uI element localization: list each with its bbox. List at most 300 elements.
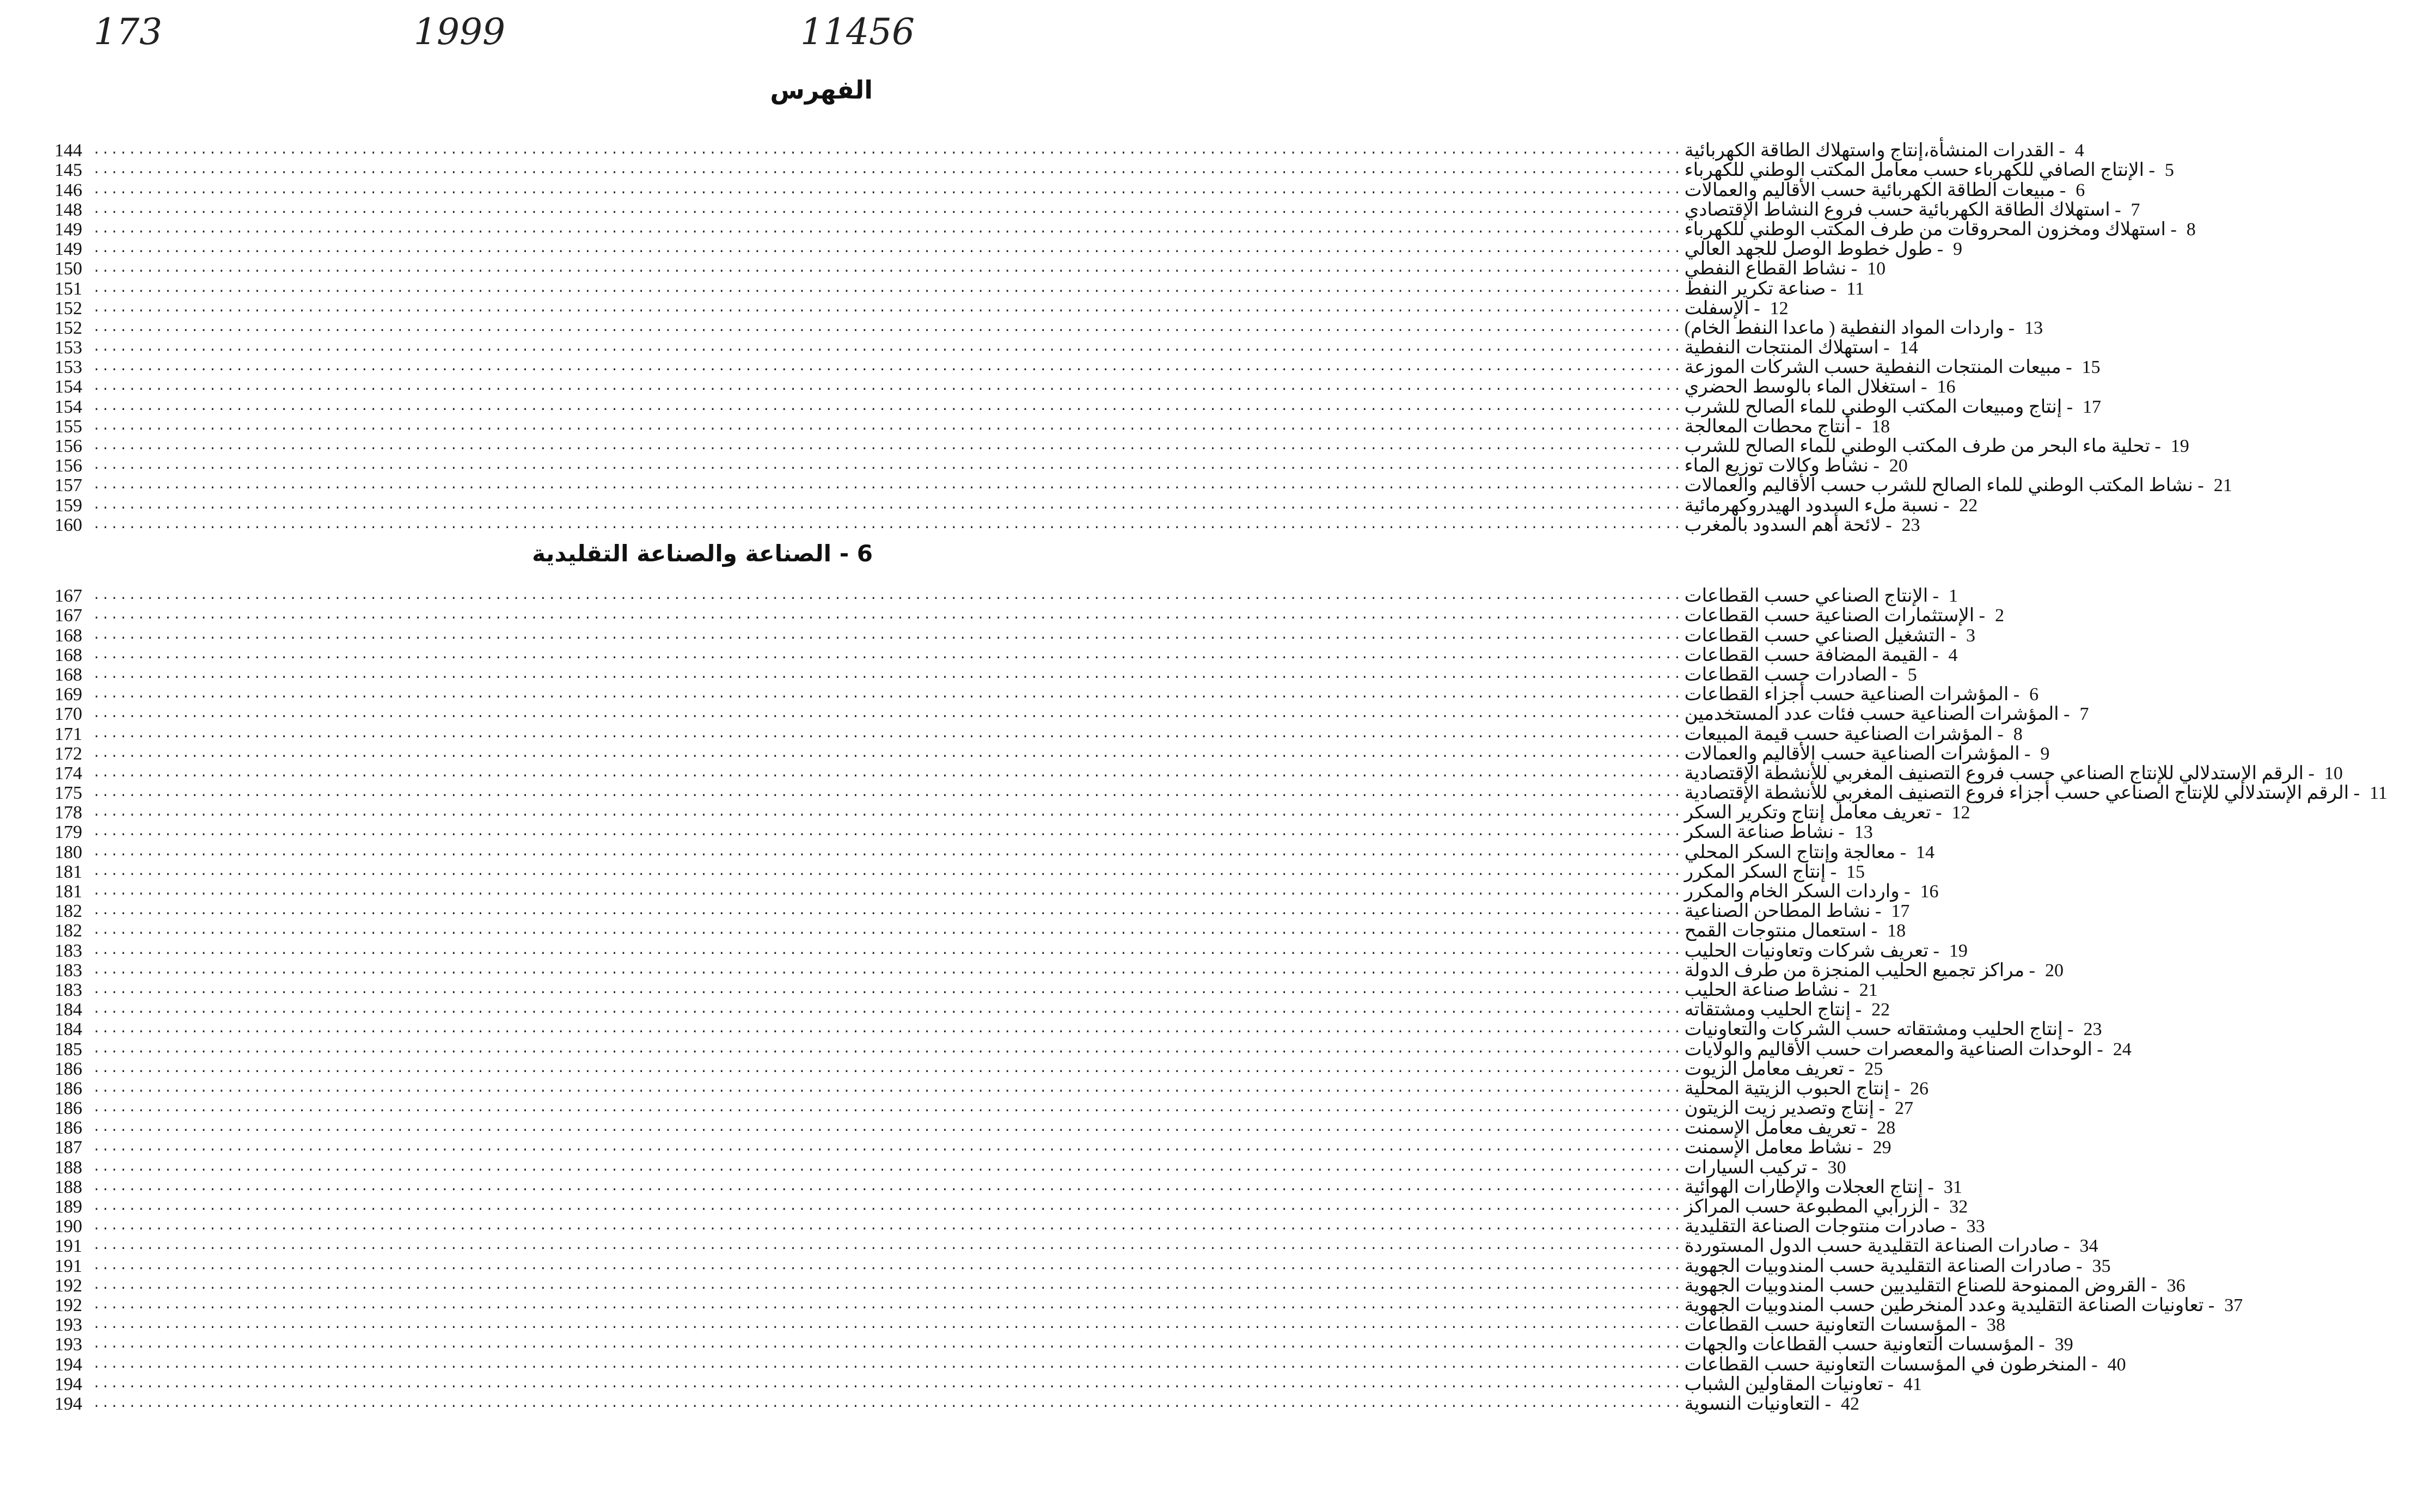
toc-entry-title: - إنتاج الحليب ومشتقاته حسب الشركات والتعاونيات bbox=[1684, 1019, 2074, 1040]
toc-entry-title: - صادرات الصناعة التقليدية حسب الدول المستوردة bbox=[1684, 1236, 2070, 1257]
toc-entry-number: 40 bbox=[2107, 1354, 2126, 1375]
toc-entry-title: - أنتاج محطات المعالجة bbox=[1684, 416, 1862, 437]
toc-entry-leader: .................................................................................................................................................................................. bbox=[93, 1061, 1682, 1076]
toc-entry-title: - تعريف معامل إنتاج وتكرير السكر bbox=[1684, 803, 1942, 823]
toc-entry bbox=[54, 199, 2140, 220]
toc-entry-number: 17 bbox=[2083, 396, 2102, 417]
toc-entry-page: 183 bbox=[54, 960, 82, 981]
toc-entry-number: 28 bbox=[1877, 1118, 1896, 1138]
toc-entry-title: - نشاط المكتب الوطني للماء الصالح للشرب حسب الأقاليم والعمالات bbox=[1684, 475, 2204, 496]
toc-entry-number: 9 bbox=[2040, 743, 2050, 764]
toc-entry-page: 172 bbox=[54, 743, 82, 764]
toc-entry bbox=[54, 586, 1958, 607]
toc-entry-number: 21 bbox=[1859, 980, 1878, 1000]
toc-entry-page: 154 bbox=[54, 396, 82, 417]
toc-entry-leader: .................................................................................................................................................................................. bbox=[93, 379, 1682, 395]
toc-entry-leader: .................................................................................................................................................................................. bbox=[93, 844, 1682, 860]
toc-entry-page: 194 bbox=[54, 1374, 82, 1394]
toc-entry-page: 188 bbox=[54, 1157, 82, 1178]
toc-entry-title: - الإستثمارات الصناعية حسب القطاعات bbox=[1684, 605, 1986, 626]
toc-entry bbox=[54, 980, 1878, 1000]
toc-entry bbox=[54, 1177, 1962, 1197]
page-title: الفهرس bbox=[770, 75, 873, 105]
toc-entry-number: 15 bbox=[2082, 357, 2101, 378]
toc-entry-title: - مراكز تجميع الحليب المنجزة من طرف الدولة bbox=[1684, 960, 2035, 981]
toc-entry-page: 153 bbox=[54, 357, 82, 378]
toc-entry bbox=[54, 515, 1920, 535]
toc-entry-title: - التشغيل الصناعي حسب القطاعات bbox=[1684, 625, 1956, 646]
toc-entry-page: 149 bbox=[54, 239, 82, 260]
toc-entry bbox=[54, 783, 2387, 804]
toc-entry-page: 157 bbox=[54, 475, 82, 496]
toc-entry bbox=[54, 803, 1970, 823]
toc-entry-number: 27 bbox=[1894, 1098, 1913, 1119]
toc-entry-number: 10 bbox=[2324, 763, 2343, 783]
toc-entry-page: 184 bbox=[54, 1019, 82, 1040]
toc-entry-number: 5 bbox=[2164, 160, 2174, 181]
toc-entry-number: 15 bbox=[1846, 861, 1865, 882]
toc-entry-leader: .................................................................................................................................................................................. bbox=[93, 1002, 1682, 1018]
toc-entry-page: 187 bbox=[54, 1137, 82, 1158]
toc-entry-leader: .................................................................................................................................................................................. bbox=[93, 1160, 1682, 1175]
toc-entry-leader: .................................................................................................................................................................................. bbox=[93, 1121, 1682, 1136]
toc-entry-page: 183 bbox=[54, 940, 82, 961]
toc-entry-leader: .................................................................................................................................................................................. bbox=[93, 647, 1682, 663]
toc-entry-number: 14 bbox=[1899, 338, 1918, 358]
toc-entry-leader: .................................................................................................................................................................................. bbox=[93, 399, 1682, 414]
toc-entry-number: 7 bbox=[2131, 199, 2140, 220]
toc-entry-page: 179 bbox=[54, 822, 82, 843]
toc-entry-number: 6 bbox=[2029, 684, 2039, 705]
toc-entry-page: 167 bbox=[54, 605, 82, 626]
toc-entry bbox=[54, 357, 2101, 378]
toc-entry-title: - تعاونيات المقاولين الشباب bbox=[1684, 1374, 1894, 1394]
toc-entry-leader: .................................................................................................................................................................................. bbox=[93, 923, 1682, 939]
toc-entry-number: 3 bbox=[1966, 625, 1975, 646]
toc-entry-leader: .................................................................................................................................................................................. bbox=[93, 1022, 1682, 1037]
toc-entry-title: - المنخرطون في المؤسسات التعاونية حسب القطاعات bbox=[1684, 1354, 2098, 1375]
toc-entry-leader: .................................................................................................................................................................................. bbox=[93, 707, 1682, 722]
toc-entry-title: - نشاط معامل الإسمنت bbox=[1684, 1137, 1863, 1158]
toc-entry-page: 182 bbox=[54, 901, 82, 922]
toc-entry bbox=[54, 842, 1935, 862]
handwritten-reference: 11456 bbox=[800, 11, 915, 53]
toc-entry bbox=[54, 1216, 1985, 1237]
toc-entry-number: 35 bbox=[2092, 1256, 2111, 1276]
toc-entry-page: 154 bbox=[54, 377, 82, 397]
toc-entry bbox=[54, 1098, 1913, 1119]
toc-entry-leader: .................................................................................................................................................................................. bbox=[93, 163, 1682, 178]
toc-entry-title: - تعاونيات الصناعة التقليدية وعدد المنخرطين حسب المندوبيات الجهوية bbox=[1684, 1295, 2215, 1315]
toc-entry bbox=[54, 377, 1956, 397]
toc-entry bbox=[54, 436, 2189, 456]
toc-entry-number: 6 bbox=[2076, 180, 2085, 200]
toc-entry-title: - المؤسسات التعاونية حسب القطاعات والجهات bbox=[1684, 1335, 2045, 1355]
toc-entry-title: - تعريف معامل الزيوت bbox=[1684, 1058, 1855, 1079]
toc-entry-number: 10 bbox=[1867, 259, 1886, 279]
toc-entry-leader: .................................................................................................................................................................................. bbox=[93, 340, 1682, 356]
toc-entry-leader: .................................................................................................................................................................................. bbox=[93, 143, 1682, 158]
toc-entry-title: - نشاط المطاحن الصناعية bbox=[1684, 901, 1882, 922]
toc-entry-title: - تعريف معامل الإسمنت bbox=[1684, 1118, 1868, 1138]
toc-entry-page: 181 bbox=[54, 882, 82, 902]
toc-entry-number: 18 bbox=[1871, 416, 1890, 437]
toc-entry bbox=[54, 1078, 1929, 1099]
toc-entry-number: 38 bbox=[1987, 1315, 2006, 1336]
toc-entry-page: 152 bbox=[54, 298, 82, 319]
toc-entry bbox=[54, 456, 1908, 476]
toc-entry-title: - استهلاك ومخزون المحروقات من طرف المكتب الوطني للكهرباء bbox=[1684, 219, 2177, 240]
toc-entry bbox=[54, 1137, 1891, 1158]
toc-entry-title: - واردات السكر الخام والمكرر bbox=[1684, 882, 1911, 902]
toc-entry bbox=[54, 743, 2050, 764]
toc-entry-number: 14 bbox=[1916, 842, 1935, 862]
toc-entry-title: - استعمال منتوجات القمح bbox=[1684, 921, 1878, 941]
toc-entry-title: - الوحدات الصناعية والمعصرات حسب الأقاليم والولايات bbox=[1684, 1039, 2103, 1060]
toc-entry-page: 174 bbox=[54, 763, 82, 783]
handwritten-year: 1999 bbox=[414, 11, 505, 53]
toc-entry-page: 194 bbox=[54, 1393, 82, 1414]
toc-entry bbox=[54, 921, 1906, 941]
toc-entry-leader: .................................................................................................................................................................................. bbox=[93, 1199, 1682, 1214]
toc-entry-number: 36 bbox=[2166, 1275, 2186, 1296]
toc-entry-leader: .................................................................................................................................................................................. bbox=[93, 458, 1682, 474]
toc-entry bbox=[54, 684, 2039, 705]
toc-entry-leader: .................................................................................................................................................................................. bbox=[93, 1179, 1682, 1195]
toc-entry-number: 41 bbox=[1903, 1374, 1922, 1394]
toc-entry-title: - المؤشرات الصناعية حسب أجزاء القطاعات bbox=[1684, 684, 2020, 705]
toc-entry bbox=[54, 1000, 1890, 1020]
toc-entry bbox=[54, 495, 1978, 516]
toc-entry-leader: .................................................................................................................................................................................. bbox=[93, 1219, 1682, 1234]
toc-entry bbox=[54, 901, 1910, 922]
toc-entry-number: 42 bbox=[1840, 1393, 1859, 1414]
toc-entry bbox=[54, 724, 2023, 744]
toc-entry-leader: .................................................................................................................................................................................. bbox=[93, 1140, 1682, 1155]
toc-entry bbox=[54, 1256, 2111, 1276]
toc-entry-page: 152 bbox=[54, 317, 82, 338]
toc-entry-number: 2 bbox=[1995, 605, 2005, 626]
toc-entry-title: - إنتاج وتصدير زيت الزيتون bbox=[1684, 1098, 1885, 1119]
toc-entry-page: 186 bbox=[54, 1078, 82, 1099]
toc-entry-number: 12 bbox=[1951, 803, 1970, 823]
toc-entry-page: 191 bbox=[54, 1256, 82, 1276]
toc-entry-title: - القروض الممنوحة للصناع التقليديين حسب المندوبيات الجهوية bbox=[1684, 1275, 2157, 1296]
toc-entry-leader: .................................................................................................................................................................................. bbox=[93, 1396, 1682, 1411]
toc-entry-page: 168 bbox=[54, 664, 82, 685]
toc-entry-title: - المؤشرات الصناعية حسب فئات عدد المستخدمين bbox=[1684, 704, 2070, 725]
toc-entry-number: 13 bbox=[1854, 822, 1873, 843]
toc-entry-title: - التعاونيات النسوية bbox=[1684, 1393, 1831, 1414]
toc-entry-page: 156 bbox=[54, 436, 82, 456]
toc-entry bbox=[54, 763, 2343, 783]
toc-entry-page: 192 bbox=[54, 1275, 82, 1296]
toc-entry-title: - الزرابي المطبوعة حسب المراكز bbox=[1684, 1197, 1940, 1217]
toc-entry-title: - تعريف شركات وتعاونيات الحليب bbox=[1684, 940, 1939, 961]
toc-entry-leader: .................................................................................................................................................................................. bbox=[93, 1376, 1682, 1392]
toc-entry-leader: .................................................................................................................................................................................. bbox=[93, 982, 1682, 997]
toc-entry-page: 170 bbox=[54, 704, 82, 725]
toc-entry-number: 29 bbox=[1872, 1137, 1891, 1158]
toc-entry-page: 184 bbox=[54, 1000, 82, 1020]
toc-entry-leader: .................................................................................................................................................................................. bbox=[93, 301, 1682, 316]
toc-entry-page: 193 bbox=[54, 1335, 82, 1355]
toc-entry-number: 20 bbox=[1889, 456, 1908, 476]
toc-entry bbox=[54, 605, 2005, 626]
toc-entry-page: 186 bbox=[54, 1098, 82, 1119]
toc-entry-page: 192 bbox=[54, 1295, 82, 1315]
toc-entry-page: 149 bbox=[54, 219, 82, 240]
toc-entry bbox=[54, 960, 2064, 981]
toc-entry-leader: .................................................................................................................................................................................. bbox=[93, 864, 1682, 879]
toc-entry-number: 22 bbox=[1959, 495, 1978, 516]
toc-entry-title: - إنتاج الحبوب الزيتية المحلية bbox=[1684, 1078, 1900, 1099]
toc-entry-leader: .................................................................................................................................................................................. bbox=[93, 242, 1682, 257]
toc-entry-page: 186 bbox=[54, 1118, 82, 1138]
toc-entry bbox=[54, 416, 1890, 437]
toc-entry bbox=[54, 664, 1917, 685]
toc-entry bbox=[54, 1118, 1896, 1138]
toc-entry bbox=[54, 1315, 2006, 1336]
toc-entry-page: 151 bbox=[54, 278, 82, 299]
toc-entry-leader: .................................................................................................................................................................................. bbox=[93, 1337, 1682, 1352]
toc-entry bbox=[54, 1019, 2102, 1040]
toc-entry-page: 168 bbox=[54, 645, 82, 665]
toc-entry-page: 145 bbox=[54, 160, 82, 181]
toc-entry bbox=[54, 475, 2232, 496]
toc-entry bbox=[54, 645, 1958, 665]
section-title: 6 - الصناعة والصناعة التقليدية bbox=[532, 540, 873, 567]
toc-entry-leader: .................................................................................................................................................................................. bbox=[93, 1258, 1682, 1274]
toc-entry-page: 168 bbox=[54, 625, 82, 646]
toc-entry-page: 182 bbox=[54, 921, 82, 941]
toc-entry-page: 167 bbox=[54, 586, 82, 607]
toc-entry-title: - الإنتاج الصناعي حسب القطاعات bbox=[1684, 586, 1939, 607]
toc-entry-leader: .................................................................................................................................................................................. bbox=[93, 746, 1682, 761]
toc-entry-title: - لائحة أهم السدود بالمغرب bbox=[1684, 515, 1892, 535]
toc-entry-page: 155 bbox=[54, 416, 82, 437]
toc-entry-number: 34 bbox=[2079, 1236, 2098, 1257]
toc-entry-page: 181 bbox=[54, 861, 82, 882]
toc-entry bbox=[54, 317, 2043, 338]
toc-entry-title: - نشاط صناعة الحليب bbox=[1684, 980, 1850, 1000]
toc-entry bbox=[54, 1058, 1883, 1079]
toc-entry-title: - استهلاك الطاقة الكهربائية حسب فروع النشاط الإقتصادي bbox=[1684, 199, 2121, 220]
toc-entry-number: 32 bbox=[1949, 1197, 1968, 1217]
toc-entry-number: 11 bbox=[1846, 278, 1864, 299]
toc-entry bbox=[54, 1236, 2098, 1257]
toc-entry-number: 39 bbox=[2054, 1335, 2073, 1355]
toc-entry-page: 194 bbox=[54, 1354, 82, 1375]
toc-entry-number: 7 bbox=[2079, 704, 2089, 725]
toc-entry-leader: .................................................................................................................................................................................. bbox=[93, 261, 1682, 277]
toc-entry-page: 153 bbox=[54, 338, 82, 358]
toc-entry-title: - صناعة تكرير النفط bbox=[1684, 278, 1837, 299]
toc-entry bbox=[54, 625, 1975, 646]
toc-entry bbox=[54, 704, 2089, 725]
toc-entry-leader: .................................................................................................................................................................................. bbox=[93, 1081, 1682, 1096]
toc-entry-title: - إنتاج ومبيعات المكتب الوطني للماء الصالح للشرب bbox=[1684, 396, 2073, 417]
toc-entry-leader: .................................................................................................................................................................................. bbox=[93, 825, 1682, 840]
toc-list-energy bbox=[54, 140, 2232, 535]
toc-entry-leader: .................................................................................................................................................................................. bbox=[93, 786, 1682, 801]
toc-entry-title: - إنتاج الحليب ومشتقاته bbox=[1684, 1000, 1862, 1020]
toc-entry-title: - الرقم الإستدلالي للإنتاج الصناعي حسب أجزاء فروع التصنيف المغربي للأنشطة الإقتصادية bbox=[1684, 783, 2360, 804]
toc-entry-number: 4 bbox=[2074, 140, 2084, 161]
toc-entry-title: - صادرات الصناعة التقليدية حسب المندوبيات الجهوية bbox=[1684, 1256, 2083, 1276]
toc-entry-number: 1 bbox=[1949, 586, 1958, 607]
toc-entry-number: 23 bbox=[1901, 515, 1920, 535]
toc-entry-page: 183 bbox=[54, 980, 82, 1000]
toc-entry-number: 25 bbox=[1864, 1058, 1883, 1079]
toc-entry-title: - المؤشرات الصناعية حسب الأقاليم والعمالات bbox=[1684, 743, 2031, 764]
toc-entry bbox=[54, 1335, 2073, 1355]
toc-entry-leader: .................................................................................................................................................................................. bbox=[93, 1297, 1682, 1313]
handwritten-page-number: 173 bbox=[94, 11, 162, 53]
toc-entry-number: 19 bbox=[2170, 436, 2189, 456]
toc-entry-leader: .................................................................................................................................................................................. bbox=[93, 419, 1682, 434]
toc-entry bbox=[54, 259, 1886, 279]
toc-entry bbox=[54, 298, 1789, 319]
toc-entry-leader: .................................................................................................................................................................................. bbox=[93, 1101, 1682, 1116]
toc-entry bbox=[54, 1039, 2132, 1060]
toc-entry-number: 11 bbox=[2370, 783, 2387, 804]
toc-entry-title: - المؤسسات التعاونية حسب القطاعات bbox=[1684, 1315, 1978, 1336]
toc-entry-number: 30 bbox=[1827, 1157, 1846, 1178]
toc-entry-leader: .................................................................................................................................................................................. bbox=[93, 1278, 1682, 1293]
toc-entry-page: 169 bbox=[54, 684, 82, 705]
toc-entry-leader: .................................................................................................................................................................................. bbox=[93, 667, 1682, 682]
toc-entry-title: - إنتاج السكر المكرر bbox=[1684, 861, 1837, 882]
toc-entry-leader: .................................................................................................................................................................................. bbox=[93, 439, 1682, 454]
toc-entry-title: - القدرات المنشأة،إنتاج واستهلاك الطاقة الكهربائية bbox=[1684, 140, 2065, 161]
toc-entry-title: - نسبة ملء السدود الهيدروكهرمائية bbox=[1684, 495, 1950, 516]
toc-entry-title: - الرقم الإستدلالي للإنتاج الصناعي حسب فروع التصنيف المغربي للأنشطة الإقتصادية bbox=[1684, 763, 2315, 783]
toc-entry bbox=[54, 1374, 1922, 1394]
toc-entry-leader: .................................................................................................................................................................................. bbox=[93, 1042, 1682, 1057]
toc-entry bbox=[54, 278, 1864, 299]
toc-entry bbox=[54, 396, 2102, 417]
toc-entry bbox=[54, 861, 1865, 882]
toc-entry-page: 188 bbox=[54, 1177, 82, 1197]
toc-entry-leader: .................................................................................................................................................................................. bbox=[93, 726, 1682, 742]
toc-entry-title: - صادرات منتوجات الصناعة التقليدية bbox=[1684, 1216, 1957, 1237]
toc-entry-title: - استهلاك المنتجات النفطية bbox=[1684, 338, 1890, 358]
toc-entry-leader: .................................................................................................................................................................................. bbox=[93, 478, 1682, 493]
toc-entry-leader: .................................................................................................................................................................................. bbox=[93, 182, 1682, 198]
toc-entry-number: 20 bbox=[2044, 960, 2064, 981]
toc-entry-number: 21 bbox=[2213, 475, 2232, 496]
toc-entry-title: - المؤشرات الصناعية حسب قيمة المبيعات bbox=[1684, 724, 2004, 744]
toc-entry-page: 175 bbox=[54, 783, 82, 804]
toc-entry-leader: .................................................................................................................................................................................. bbox=[93, 628, 1682, 643]
toc-entry bbox=[54, 140, 2084, 161]
toc-entry-leader: .................................................................................................................................................................................. bbox=[93, 1357, 1682, 1372]
toc-entry-leader: .................................................................................................................................................................................. bbox=[93, 766, 1682, 781]
toc-entry-number: 18 bbox=[1887, 921, 1906, 941]
toc-entry bbox=[54, 1275, 2186, 1296]
toc-entry-leader: .................................................................................................................................................................................. bbox=[93, 320, 1682, 335]
toc-entry bbox=[54, 338, 1918, 358]
toc-entry-number: 16 bbox=[1937, 377, 1956, 397]
toc-entry-page: 186 bbox=[54, 1058, 82, 1079]
toc-entry-title: - واردات المواد النفطية ( ماعدا النفط الخام) bbox=[1684, 317, 2015, 338]
toc-entry-title: - الإنتاج الصافي للكهرباء حسب معامل المكتب الوطني للكهرباء bbox=[1684, 160, 2155, 181]
toc-entry-number: 8 bbox=[2013, 724, 2023, 744]
toc-entry bbox=[54, 1295, 2243, 1315]
toc-entry-page: 144 bbox=[54, 140, 82, 161]
toc-entry-title: - معالجة وإنتاج السكر المحلي bbox=[1684, 842, 1907, 862]
toc-entry-number: 13 bbox=[2024, 317, 2043, 338]
toc-entry-leader: .................................................................................................................................................................................. bbox=[93, 904, 1682, 919]
toc-entry-title: - استغلال الماء بالوسط الحضري bbox=[1684, 377, 1927, 397]
toc-entry-number: 9 bbox=[1953, 239, 1963, 260]
toc-entry-leader: .................................................................................................................................................................................. bbox=[93, 202, 1682, 217]
toc-entry-page: 171 bbox=[54, 724, 82, 744]
toc-entry-number: 8 bbox=[2186, 219, 2196, 240]
toc-entry-title: - مبيعات الطاقة الكهربائية حسب الأقاليم والعمالات bbox=[1684, 180, 2066, 200]
toc-entry-title: - طول خطوط الوصل للجهد العالي bbox=[1684, 239, 1944, 260]
toc-entry-title: - الصادرات حسب القطاعات bbox=[1684, 664, 1898, 685]
toc-entry-leader: .................................................................................................................................................................................. bbox=[93, 943, 1682, 958]
toc-entry-title: - الإسفلت bbox=[1684, 298, 1760, 319]
toc-entry-leader: .................................................................................................................................................................................. bbox=[93, 498, 1682, 513]
toc-entry-title: - تحلية ماء البحر من طرف المكتب الوطني للماء الصالح للشرب bbox=[1684, 436, 2161, 456]
toc-entry-leader: .................................................................................................................................................................................. bbox=[93, 805, 1682, 821]
toc-entry-page: 160 bbox=[54, 515, 82, 535]
toc-entry-page: 193 bbox=[54, 1315, 82, 1336]
toc-entry bbox=[54, 1197, 1968, 1217]
toc-entry-number: 24 bbox=[2113, 1039, 2132, 1060]
toc-entry-leader: .................................................................................................................................................................................. bbox=[93, 608, 1682, 623]
toc-entry-title: - إنتاج العجلات والإطارات الهوائية bbox=[1684, 1177, 1934, 1197]
toc-entry-title: - نشاط القطاع النفطي bbox=[1684, 259, 1858, 279]
toc-entry-title: - القيمة المضافة حسب القطاعات bbox=[1684, 645, 1939, 665]
toc-entry bbox=[54, 239, 1963, 260]
toc-entry-leader: .................................................................................................................................................................................. bbox=[93, 1318, 1682, 1333]
toc-entry-number: 37 bbox=[2224, 1295, 2243, 1315]
toc-entry-page: 150 bbox=[54, 259, 82, 279]
toc-entry-leader: .................................................................................................................................................................................. bbox=[93, 1239, 1682, 1254]
toc-entry bbox=[54, 822, 1873, 843]
toc-entry-page: 185 bbox=[54, 1039, 82, 1060]
toc-entry-number: 23 bbox=[2083, 1019, 2102, 1040]
toc-entry-leader: .................................................................................................................................................................................. bbox=[93, 517, 1682, 532]
toc-entry bbox=[54, 1157, 1846, 1178]
toc-entry-title: - نشاط صناعة السكر bbox=[1684, 822, 1845, 843]
toc-entry-number: 17 bbox=[1891, 901, 1910, 922]
toc-entry-leader: .................................................................................................................................................................................. bbox=[93, 589, 1682, 604]
toc-entry-leader: .................................................................................................................................................................................. bbox=[93, 360, 1682, 375]
toc-entry-page: 178 bbox=[54, 803, 82, 823]
toc-entry bbox=[54, 1354, 2126, 1375]
toc-entry-leader: .................................................................................................................................................................................. bbox=[93, 884, 1682, 899]
toc-entry bbox=[54, 180, 2085, 200]
toc-entry bbox=[54, 882, 1939, 902]
toc-entry bbox=[54, 160, 2174, 181]
toc-entry-number: 16 bbox=[1920, 882, 1939, 902]
toc-entry-number: 26 bbox=[1909, 1078, 1929, 1099]
toc-entry-leader: .................................................................................................................................................................................. bbox=[93, 281, 1682, 296]
toc-entry-page: 180 bbox=[54, 842, 82, 862]
toc-entry-number: 19 bbox=[1949, 940, 1968, 961]
toc-entry-leader: .................................................................................................................................................................................. bbox=[93, 687, 1682, 702]
toc-entry-number: 12 bbox=[1770, 298, 1789, 319]
toc-entry-page: 190 bbox=[54, 1216, 82, 1237]
toc-entry-title: - نشاط وكالات توزيع الماء bbox=[1684, 456, 1880, 476]
toc-entry-number: 4 bbox=[1948, 645, 1958, 665]
toc-entry bbox=[54, 1393, 1859, 1414]
